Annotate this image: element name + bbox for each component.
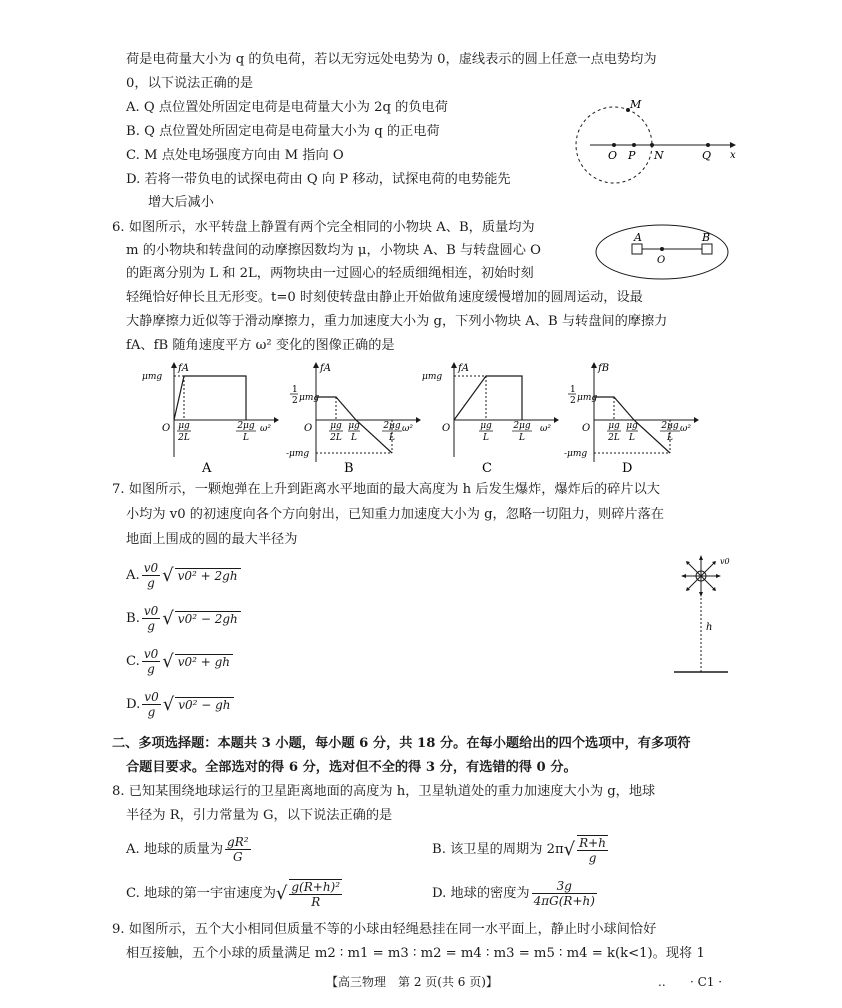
q8-option-c: C. 地球的第一宇宙速度为√ $\frac{\text{g(R+h)²}}{R}$ (126, 879, 341, 909)
q7-option-b: B. $\frac{v0}{g}$ √ v0² − 2gh (126, 603, 241, 635)
gb-t3-den: L (351, 433, 357, 443)
ga-t2-num: 2μg (237, 421, 255, 431)
fig-label-n: N (654, 149, 664, 162)
graph-label-a: A (202, 461, 212, 476)
q5-line-2: 0，以下说法正确的是 (126, 76, 254, 91)
fig-label-center: O (657, 255, 666, 266)
gd-xlabel: ω² (680, 424, 691, 434)
section-2-line-2: 合题目要求。全部选对的得 6 分，选对但不全的得 3 分，有选错的得 0 分。 (126, 760, 577, 775)
q8-option-b: B. 该卫星的周期为 2π√ $\frac{R+h}{g}$ (432, 835, 606, 865)
page-footer: 【高三物理 第 2 页(共 6 页)】 (326, 975, 498, 989)
q6-line-4: 轻绳恰好伸长且无形变。t=0 时刻使转盘由静止开始做角速度缓慢增加的圆周运动，设最 (126, 290, 643, 305)
graph-d (560, 362, 700, 474)
gd-t3-den: L (629, 433, 635, 443)
gd-t1-num: μg (608, 421, 620, 431)
graph-c (420, 362, 560, 474)
gd-ylabel: fB (598, 363, 610, 374)
ga-ylabel: fA (178, 363, 189, 374)
gc-xlabel: ω² (540, 424, 551, 434)
fig-label-x: x (730, 150, 736, 161)
q7-option-d: D. $\frac{v0}{g}$ √ v0² − gh (126, 689, 234, 721)
fig-label-o: O (608, 149, 618, 162)
q8-line-2: 半径为 R，引力常量为 G，以下说法正确的是 (126, 808, 393, 823)
gd-origin: O (582, 423, 591, 434)
gb-xlabel: ω² (402, 424, 413, 434)
q5-figure (570, 90, 740, 190)
graph-label-d: D (622, 461, 633, 476)
q5-option-b: B. Q 点位置处所固定电荷是电荷量大小为 q 的正电荷 (126, 124, 440, 139)
gc-t2-num: 2μg (513, 421, 531, 431)
q8-option-a: A. 地球的质量为 $\frac{\text{gR²}}{G}$ (126, 835, 249, 864)
gb-t1-num: μg (330, 421, 342, 431)
ga-origin: O (162, 423, 171, 434)
ga-umg: μmg (142, 372, 163, 382)
gd-t1-den: 2L (608, 433, 620, 443)
graph-a (140, 362, 280, 474)
gb-t2-den: L (389, 433, 395, 443)
q6-line-6: fA、fB 随角速度平方 ω² 变化的图像正确的是 (126, 338, 395, 353)
footer-dots: .. (658, 975, 666, 989)
gd-t2-den: L (667, 433, 673, 443)
q6-line-3: 的距离分别为 L 和 2L，两物块由一过圆心的轻质细绳相连，初始时刻 (126, 266, 534, 281)
fig-label-p: P (628, 149, 636, 162)
q7-explosion-figure (670, 552, 740, 678)
q7-option-a: A. $\frac{v0}{g}$ √ v0² + 2gh (126, 560, 241, 592)
ga-t1-num: μg (178, 421, 190, 431)
q8-option-d: D. 地球的密度为 $\frac{3g}{4\pi G(R+h)}$ (432, 879, 595, 908)
q5-option-d: D. 若将一带负电的试探电荷由 Q 向 P 移动，试探电荷的电势能先 (126, 172, 511, 187)
q7-line-1: 7. 如图所示，一颗炮弹在上升到距离水平地面的最大高度为 h 后发生爆炸，爆炸后的碎片以大 (112, 482, 660, 497)
footer-code: · C1 · (690, 975, 723, 989)
section-2-line-1: 二、多项选择题：本题共 3 小题，每小题 6 分，共 18 分。在每小题给出的四个选项中，有多项符 (112, 736, 691, 751)
gc-ylabel: fA (458, 363, 469, 374)
ga-t1-den: 2L (178, 433, 190, 443)
graph-b (282, 362, 422, 474)
q5-option-a: A. Q 点位置处所固定电荷是电荷量大小为 2q 的负电荷 (126, 100, 448, 115)
q5-option-d-cont: 增大后减小 (148, 195, 214, 210)
gb-half-den: 2 (292, 396, 298, 406)
graph-label-c: C (482, 461, 492, 476)
ga-t2-den: L (243, 433, 249, 443)
q7-option-c: C. $\frac{v0}{g}$ √ v0² + gh (126, 646, 233, 678)
q8-line-1: 8. 已知某围绕地球运行的卫星距离地面的高度为 h，卫星轨道处的重力加速度大小为 g，地球 (112, 784, 656, 799)
q9-line-2: 相互接触，五个小球的质量满足 m2 ∶ m1 = m3 ∶ m2 = m4 ∶ m3 = m5 ∶ m4 = k(k<1)。现将 1 (126, 946, 705, 961)
q6-turntable-figure (592, 222, 732, 282)
ga-xlabel: ω² (260, 424, 271, 434)
gc-umg: μmg (422, 372, 443, 382)
fig-label-v0: v0 (720, 557, 730, 566)
q5-line-1: 荷是电荷量大小为 q 的负电荷，若以无穷远处电势为 0，虚线表示的圆上任意一点电势均为 (126, 52, 657, 67)
q5-option-c: C. M 点处电场强度方向由 M 指向 O (126, 148, 344, 163)
q7-line-2: 小均为 v0 的初速度向各个方向射出，已知重力加速度大小为 g，忽略一切阻力，则碎片落在 (126, 507, 664, 522)
q6-line-5: 大静摩擦力近似等于滑动摩擦力，重力加速度大小为 g，下列小物块 A、B 与转盘间的摩擦力 (126, 314, 668, 329)
gc-t2-den: L (519, 433, 525, 443)
fig-label-q: Q (702, 149, 712, 162)
gd-half-den: 2 (570, 396, 576, 406)
gc-origin: O (442, 423, 451, 434)
gb-t3-num: μg (348, 421, 360, 431)
gd-umg: μmg (577, 393, 598, 403)
q6-line-2: m 的小物块和转盘间的动摩擦因数均为 μ，小物块 A、B 与转盘圆心 O (126, 243, 541, 258)
q9-line-1: 9. 如图所示，五个大小相同但质量不等的小球由轻绳悬挂在同一水平面上，静止时小球间恰好 (112, 922, 657, 937)
gb-t1-den: 2L (330, 433, 342, 443)
graph-label-b: B (344, 461, 354, 476)
gd-t2-num: 2μg (661, 421, 679, 431)
gc-t3-den: L (483, 433, 489, 443)
gd-t3-num: μg (626, 421, 638, 431)
q6-line-1: 6. 如图所示，水平转盘上静置有两个完全相同的小物块 A、B，质量均为 (112, 220, 535, 235)
fig-label-b: B (702, 231, 711, 244)
gb-ylabel: fA (320, 363, 331, 374)
gb-umg: μmg (299, 393, 320, 403)
gd-half-num: 1 (570, 385, 576, 395)
fig-label-m: M (630, 98, 642, 111)
q7-line-3: 地面上围成的圆的最大半径为 (126, 532, 298, 547)
gb-origin: O (304, 423, 313, 434)
gb-neg-umg: -μmg (286, 449, 310, 459)
gb-t2-num: 2μg (383, 421, 401, 431)
gd-neg-umg: -μmg (564, 449, 588, 459)
fig-label-a: A (634, 231, 642, 244)
gb-half-num: 1 (292, 385, 298, 395)
fig-label-h: h (706, 622, 713, 633)
gc-t3-num: μg (480, 421, 492, 431)
